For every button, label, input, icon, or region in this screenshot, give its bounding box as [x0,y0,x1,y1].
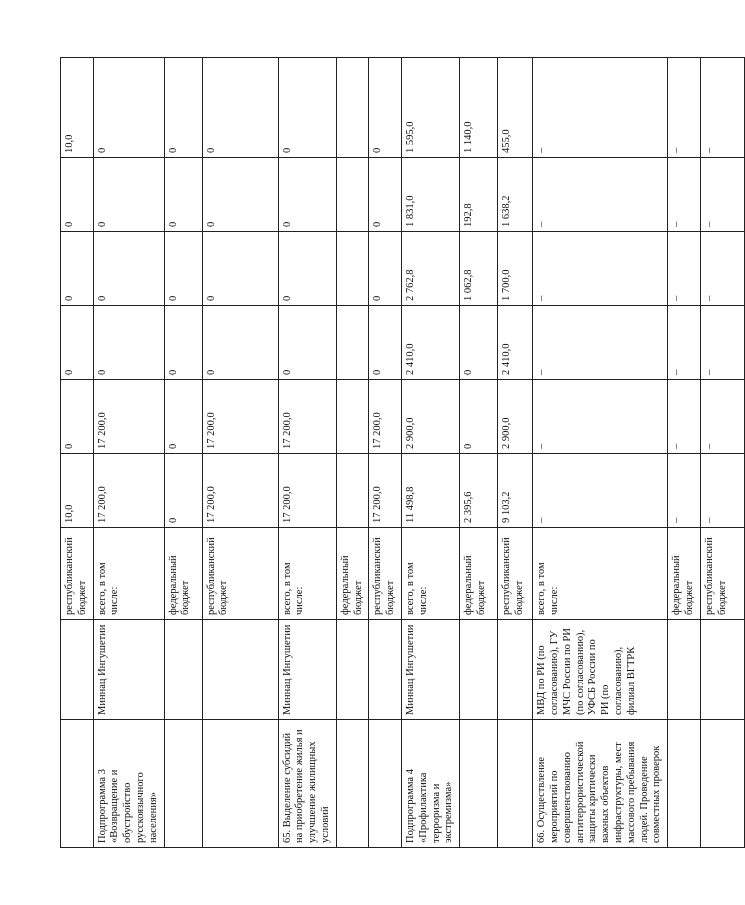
program-name-cell [700,720,744,848]
year-3-cell: 2 762,8 [401,232,459,306]
year-4-cell: 1 831,0 [401,158,459,232]
budget-table [60,57,745,848]
funding-source-cell: республиканский бюджет [202,528,278,620]
table-row [401,58,459,848]
program-name-cell [202,720,278,848]
year-2-cell: – [668,306,701,380]
executor-cell [668,620,701,720]
program-name-cell [668,720,701,848]
year-1-cell: – [700,380,744,454]
executor-cell: Миннац Ингушетии [93,620,164,720]
year-4-cell [336,158,369,232]
year-5-cell: 1 595,0 [401,58,459,158]
year-4-cell: 1 638,2 [498,158,533,232]
year-1-cell: 2 900,0 [498,380,533,454]
year-3-cell: 0 [202,232,278,306]
funding-source-cell: республиканский бюджет [369,528,402,620]
year-4-cell: – [668,158,701,232]
year-5-cell: 455,0 [498,58,533,158]
year-1-cell: 0 [61,380,94,454]
year-2-cell: 0 [460,306,498,380]
total-cell: – [700,454,744,528]
funding-source-cell: федеральный бюджет [460,528,498,620]
funding-source-cell: федеральный бюджет [164,528,202,620]
year-3-cell [336,232,369,306]
funding-source-cell: федеральный бюджет [668,528,701,620]
funding-source-cell: всего, в том числе: [533,528,668,620]
total-cell [336,454,369,528]
year-5-cell: – [533,58,668,158]
year-5-cell: – [668,58,701,158]
table-row [61,58,94,848]
year-1-cell: – [668,380,701,454]
rotated-page [60,58,728,848]
executor-cell [61,620,94,720]
table-row [164,58,202,848]
year-5-cell: 0 [93,58,164,158]
table-row [202,58,278,848]
year-2-cell: 2 410,0 [498,306,533,380]
year-1-cell: 0 [460,380,498,454]
table-row [668,58,701,848]
total-cell: 17 200,0 [278,454,336,528]
year-2-cell [336,306,369,380]
executor-cell [336,620,369,720]
table-row [336,58,369,848]
funding-source-cell: республиканский бюджет [498,528,533,620]
year-4-cell: 0 [164,158,202,232]
year-4-cell: 0 [278,158,336,232]
program-name-cell: 65. Выделение субсидий на приобретение жилья и улучшение жилищных условий [278,720,336,848]
year-2-cell: 0 [369,306,402,380]
total-cell: 10,0 [61,454,94,528]
year-5-cell: 0 [164,58,202,158]
year-5-cell: 0 [278,58,336,158]
year-3-cell: 0 [61,232,94,306]
year-1-cell: 17 200,0 [93,380,164,454]
year-3-cell: 0 [164,232,202,306]
executor-cell: Миннац Ингушетии [278,620,336,720]
year-2-cell: 0 [61,306,94,380]
year-1-cell: 17 200,0 [202,380,278,454]
year-3-cell: 0 [369,232,402,306]
year-4-cell: 0 [93,158,164,232]
table-row [369,58,402,848]
program-name-cell [336,720,369,848]
executor-cell: МВД по РИ (по согласованию), ГУ МЧС России по РИ (по согласованию), УФСБ России по РИ (по согласованию), филиал ВГТРК [533,620,668,720]
year-1-cell: 17 200,0 [369,380,402,454]
year-2-cell: 0 [278,306,336,380]
table-row [460,58,498,848]
year-4-cell: 0 [369,158,402,232]
year-3-cell: 1 700,0 [498,232,533,306]
year-1-cell: 2 900,0 [401,380,459,454]
executor-cell [202,620,278,720]
executor-cell [700,620,744,720]
total-cell: – [668,454,701,528]
year-5-cell: 1 140,0 [460,58,498,158]
year-4-cell: 0 [61,158,94,232]
year-3-cell: – [533,232,668,306]
year-2-cell: – [700,306,744,380]
year-3-cell: – [700,232,744,306]
year-3-cell: – [668,232,701,306]
total-cell: – [533,454,668,528]
executor-cell [498,620,533,720]
executor-cell [460,620,498,720]
year-1-cell: – [533,380,668,454]
year-4-cell: 192,8 [460,158,498,232]
funding-source-cell: федеральный бюджет [336,528,369,620]
total-cell: 2 395,6 [460,454,498,528]
program-name-cell [460,720,498,848]
year-4-cell: – [533,158,668,232]
year-2-cell: 0 [202,306,278,380]
table-row [533,58,668,848]
program-name-cell [369,720,402,848]
executor-cell [164,620,202,720]
year-3-cell: 0 [278,232,336,306]
program-name-cell: 66. Осуществление мероприятий по совершенствованию антитеррористической защиты критически важных объектов инфраструктуры, мест массового пребывания людей. Проведение совместных проверок [533,720,668,848]
year-3-cell: 0 [93,232,164,306]
budget-table-body [61,58,745,848]
executor-cell: Миннац Ингушетии [401,620,459,720]
funding-source-cell: республиканский бюджет [61,528,94,620]
year-5-cell [336,58,369,158]
year-3-cell: 1 062,8 [460,232,498,306]
table-row [93,58,164,848]
total-cell: 11 498,8 [401,454,459,528]
program-name-cell [498,720,533,848]
table-row [278,58,336,848]
total-cell: 17 200,0 [93,454,164,528]
program-name-cell: Подпрограмма 4 «Профилактика терроризма и экстремизма» [401,720,459,848]
year-1-cell [336,380,369,454]
program-name-cell [164,720,202,848]
executor-cell [369,620,402,720]
table-row [498,58,533,848]
funding-source-cell: всего, в том числе: [401,528,459,620]
total-cell: 0 [164,454,202,528]
year-2-cell: – [533,306,668,380]
total-cell: 17 200,0 [202,454,278,528]
year-4-cell: 0 [202,158,278,232]
year-5-cell: 0 [202,58,278,158]
program-name-cell: Подпрограмма 3 «Возвращение и обустройство русскоязычного населения» [93,720,164,848]
funding-source-cell: республиканский бюджет [700,528,744,620]
year-5-cell: – [700,58,744,158]
year-4-cell: – [700,158,744,232]
year-2-cell: 2 410,0 [401,306,459,380]
year-1-cell: 0 [164,380,202,454]
funding-source-cell: всего, в том числе: [278,528,336,620]
year-2-cell: 0 [93,306,164,380]
year-2-cell: 0 [164,306,202,380]
year-5-cell: 10,0 [61,58,94,158]
year-1-cell: 17 200,0 [278,380,336,454]
funding-source-cell: всего, в том числе: [93,528,164,620]
total-cell: 9 103,2 [498,454,533,528]
total-cell: 17 200,0 [369,454,402,528]
program-name-cell [61,720,94,848]
year-5-cell: 0 [369,58,402,158]
table-row [700,58,744,848]
